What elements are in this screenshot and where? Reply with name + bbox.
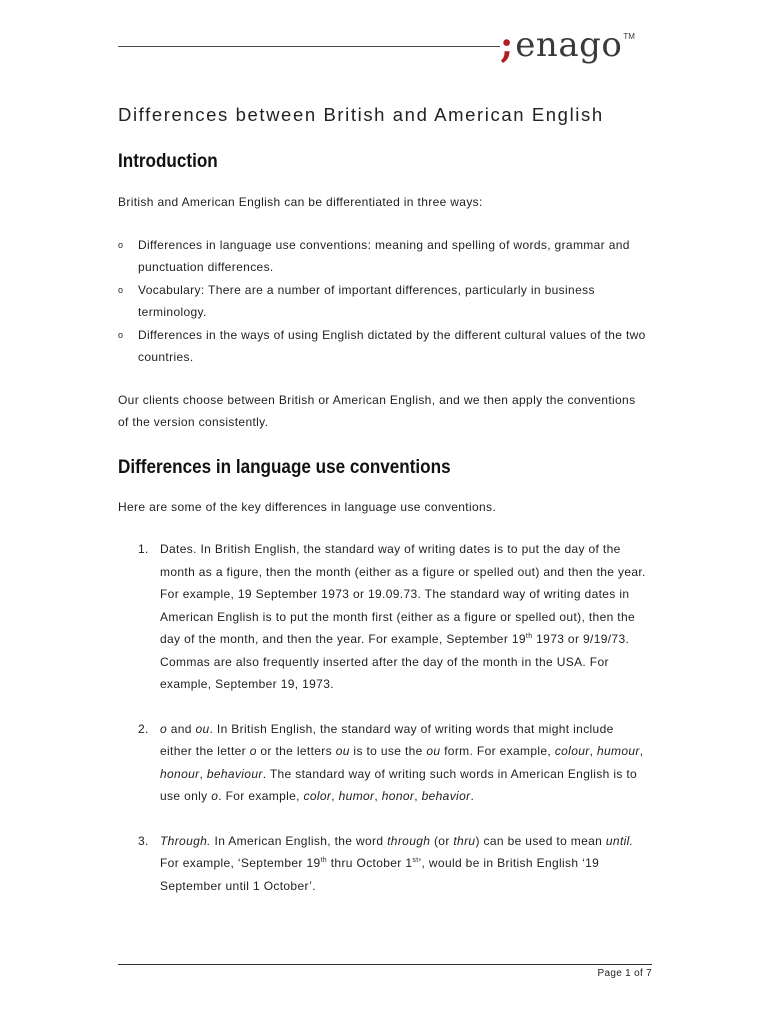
italic-term: o xyxy=(249,744,257,758)
item-text: 1973 or 9/19/73. Commas are also frequently inserted after the day of the month in the USA. For example, September 19, 1973. xyxy=(160,632,630,691)
bullet-text: Vocabulary: There are a number of important differences, particularly in business terminology. xyxy=(138,282,595,319)
item-number: 3. xyxy=(138,833,149,848)
list-item-dates xyxy=(138,538,648,696)
list-item-o-and-ou xyxy=(138,718,648,808)
page-number: Page 1 of 7 xyxy=(597,968,652,979)
conventions-lead-paragraph: Here are some of the key differences in language use conventions. xyxy=(118,499,497,514)
italic-term: ou xyxy=(426,744,441,758)
document-body xyxy=(118,100,648,919)
item-text: , xyxy=(331,789,339,803)
conventions-numbered-list xyxy=(118,538,648,897)
italic-term: until. xyxy=(605,833,634,848)
item-text: For example, ‘September 19 xyxy=(160,856,321,870)
italic-term: thru xyxy=(453,833,476,848)
superscript: th xyxy=(525,633,533,640)
italic-term: colour xyxy=(554,744,590,758)
item-text: ) can be used to mean xyxy=(475,833,606,848)
italic-term: Through. xyxy=(160,833,211,848)
item-text: . For example, xyxy=(218,789,304,803)
list-item xyxy=(118,234,648,279)
item-text: , xyxy=(589,744,597,758)
header-rule xyxy=(118,46,500,47)
italic-term: humour xyxy=(596,744,640,758)
logo-trademark: TM xyxy=(623,32,635,41)
item-text: ’, would be in British English ‘19 September until 1 October’. xyxy=(160,856,600,893)
heading-language-conventions: Differences in language use conventions xyxy=(118,456,451,478)
item-number: 1. xyxy=(138,542,149,556)
bullet-marker: o xyxy=(118,239,124,250)
italic-term: behavior xyxy=(421,789,471,803)
italic-term: behaviour xyxy=(206,766,263,781)
italic-term: o xyxy=(160,721,168,736)
intro-bullet-list xyxy=(118,234,648,369)
item-text: , xyxy=(414,789,422,803)
item-text: or the letters xyxy=(256,744,336,758)
italic-term: through xyxy=(387,833,431,848)
bullet-marker: o xyxy=(118,284,124,295)
footer-rule xyxy=(118,964,652,965)
item-text: , xyxy=(374,789,382,803)
superscript: th xyxy=(320,857,328,864)
italic-term: color xyxy=(303,789,332,803)
bullet-marker: o xyxy=(118,329,124,340)
item-text: . In British English, the standard way of writing words that might include either the letter xyxy=(160,721,614,758)
italic-term: ou xyxy=(335,744,350,758)
item-text: Dates. In British English, the standard way of writing dates is to put the day of the month as a figure, then the month (either as a figure or spelled out) and then the year. For example, 19 September 1973 or 19.09.73. The standard way of writing dates in American English is to put the month first (either as a figure or spelled out), then the day of the month, and then the year. For example, September 19 xyxy=(160,542,646,646)
italic-term: o xyxy=(211,789,219,803)
item-text: and xyxy=(167,721,196,736)
list-item xyxy=(118,279,648,324)
superscript: st xyxy=(412,857,419,864)
list-item-through xyxy=(138,830,648,898)
item-number: 2. xyxy=(138,721,149,736)
item-text: (or xyxy=(430,833,454,848)
italic-term: ou xyxy=(195,721,210,736)
italic-term: honour xyxy=(160,766,200,781)
logo-semicolon-mark: ; xyxy=(500,24,514,66)
item-text: . xyxy=(470,789,475,803)
intro-paragraph: British and American English can be differentiated in three ways: xyxy=(118,195,483,209)
bullet-text: Differences in the ways of using English dictated by the different cultural values of the two countries. xyxy=(138,327,646,364)
italic-term: honor xyxy=(381,789,415,803)
enago-logo xyxy=(500,22,635,68)
item-text: , xyxy=(639,744,644,758)
heading-introduction: Introduction xyxy=(118,151,218,172)
clients-paragraph: Our clients choose between British or American English, and we then apply the conventions of the version consistently. xyxy=(118,392,636,429)
item-text: form. For example, xyxy=(440,744,555,758)
logo-wordmark: enago xyxy=(515,25,623,65)
italic-term: humor xyxy=(338,789,375,803)
item-text: , xyxy=(199,766,207,781)
list-item xyxy=(118,324,648,369)
bullet-text: Differences in language use conventions: meaning and spelling of words, grammar and punctuation differences. xyxy=(138,237,630,274)
item-text: . The standard way of writing such words in American English is to use only xyxy=(160,766,638,803)
item-text: In American English, the word xyxy=(210,833,388,848)
item-text: is to use the xyxy=(349,744,427,758)
document-title: Differences between British and American English xyxy=(118,104,604,125)
item-text: thru October 1 xyxy=(327,856,413,870)
